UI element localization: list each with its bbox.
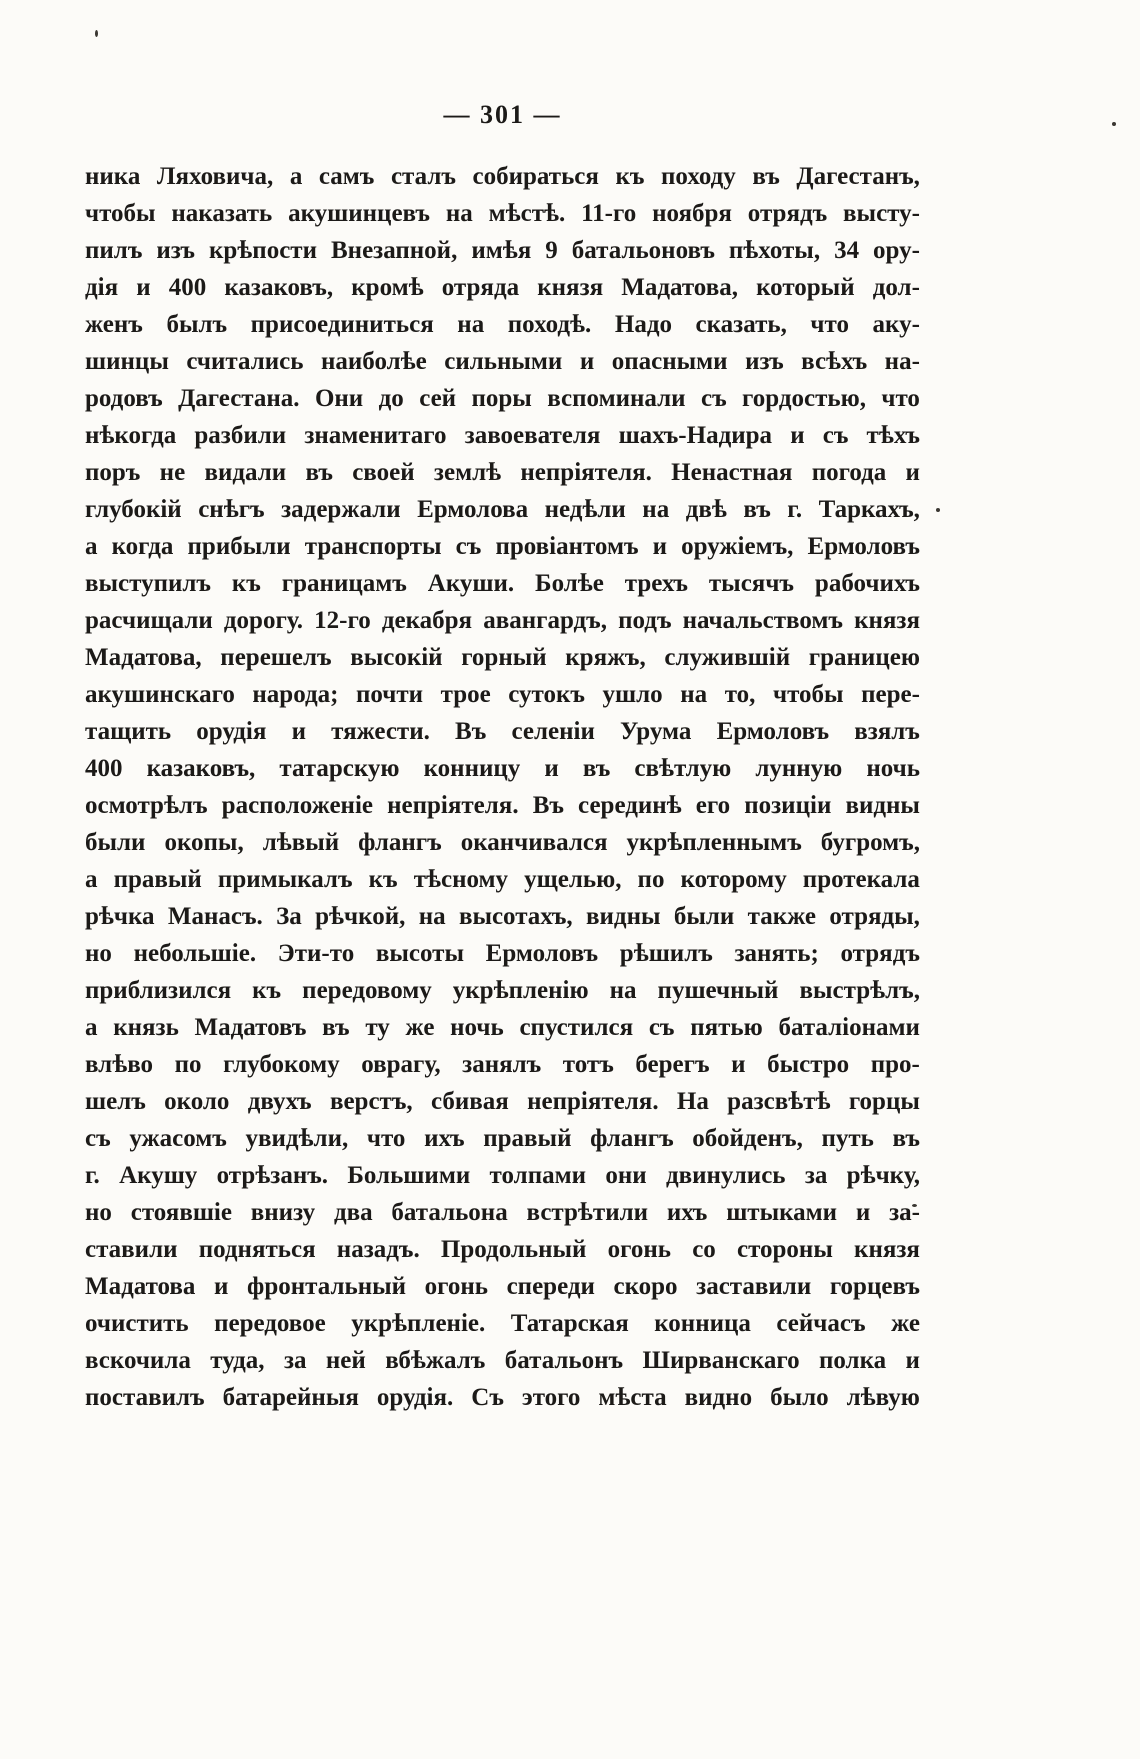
scan-speck	[936, 508, 940, 512]
text-line: глубокій снѣгъ задержали Ермолова недѣли на двѣ въ г. Таркахъ,	[85, 496, 920, 523]
text-line: съ ужасомъ увидѣли, что ихъ правый флангъ обойденъ, путь въ	[85, 1125, 920, 1152]
text-line: г. Акушу отрѣзанъ. Большими толпами они двинулись за рѣчку,	[85, 1162, 920, 1189]
text-line: Мадатова и фронтальный огонь спереди скоро заставили горцевъ	[85, 1273, 920, 1300]
page-number: — 301 —	[443, 100, 562, 129]
scan-speck	[1112, 122, 1116, 126]
text-line: ника Ляховича, а самъ сталъ собираться къ походу въ Дагестанъ,	[85, 163, 920, 190]
text-line: но стоявшіе внизу два батальона встрѣтили ихъ штыками и за-	[85, 1199, 920, 1226]
text-line: шинцы считались наиболѣе сильными и опасными изъ всѣхъ на-	[85, 348, 920, 375]
text-line: а князь Мадатовъ въ ту же ночь спустился съ пятью баталіонами	[85, 1014, 920, 1041]
text-line: влѣво по глубокому оврагу, занялъ тотъ берегъ и быстро про-	[85, 1051, 920, 1078]
text-line: нѣкогда разбили знаменитаго завоевателя шахъ-Надира и съ тѣхъ	[85, 422, 920, 449]
scan-speck	[95, 30, 98, 37]
text-line: женъ былъ присоединиться на походѣ. Надо сказать, что аку-	[85, 311, 920, 338]
text-line: очистить передовое укрѣпленіе. Татарская конница сейчасъ же	[85, 1310, 920, 1337]
text-line: родовъ Дагестана. Они до сей поры вспоминали съ гордостью, что	[85, 385, 920, 412]
text-line: вскочила туда, за ней вбѣжалъ батальонъ Ширванскаго полка и	[85, 1347, 920, 1374]
text-line: выступилъ къ границамъ Акуши. Болѣе трехъ тысячъ рабочихъ	[85, 570, 920, 597]
text-line: а правый примыкалъ къ тѣсному ущелью, по которому протекала	[85, 866, 920, 893]
text-line: осмотрѣлъ расположеніе непріятеля. Въ серединѣ его позиціи видны	[85, 792, 920, 819]
text-line: акушинскаго народа; почти трое сутокъ ушло на то, чтобы пере-	[85, 681, 920, 708]
text-line: 400 казаковъ, татарскую конницу и въ свѣтлую лунную ночь	[85, 755, 920, 782]
text-line: рѣчка Манасъ. За рѣчкой, на высотахъ, видны были также отряды,	[85, 903, 920, 930]
text-line: чтобы наказать акушинцевъ на мѣстѣ. 11-го ноября отрядъ высту-	[85, 200, 920, 227]
text-line: приблизился къ передовому укрѣпленію на пушечный выстрѣлъ,	[85, 977, 920, 1004]
text-line: дія и 400 казаковъ, кромѣ отряда князя Мадатова, который дол-	[85, 274, 920, 301]
text-line: поръ не видали въ своей землѣ непріятеля. Ненастная погода и	[85, 459, 920, 486]
text-block	[85, 158, 920, 1416]
text-line: а когда прибыли транспорты съ провіантомъ и оружіемъ, Ермоловъ	[85, 533, 920, 560]
text-line: были окопы, лѣвый флангъ оканчивался укрѣпленнымъ бугромъ,	[85, 829, 920, 856]
text-line: Мадатова, перешелъ высокій горный кряжъ, служившій границею	[85, 644, 920, 671]
text-line: ставили подняться назадъ. Продольный огонь со стороны князя	[85, 1236, 920, 1263]
text-line: расчищали дорогу. 12-го декабря авангардъ, подъ начальствомъ князя	[85, 607, 920, 634]
text-line: пилъ изъ крѣпости Внезапной, имѣя 9 батальоновъ пѣхоты, 34 ору-	[85, 237, 920, 264]
text-line: шелъ около двухъ верстъ, сбивая непріятеля. На разсвѣтѣ горцы	[85, 1088, 920, 1115]
text-line: тащить орудія и тяжести. Въ селеніи Урума Ермоловъ взялъ	[85, 718, 920, 745]
text-line: поставилъ батарейныя орудія. Съ этого мѣста видно было лѣвую	[85, 1384, 920, 1411]
text-line: но небольшіе. Эти-то высоты Ермоловъ рѣшилъ занять; отрядъ	[85, 940, 920, 967]
